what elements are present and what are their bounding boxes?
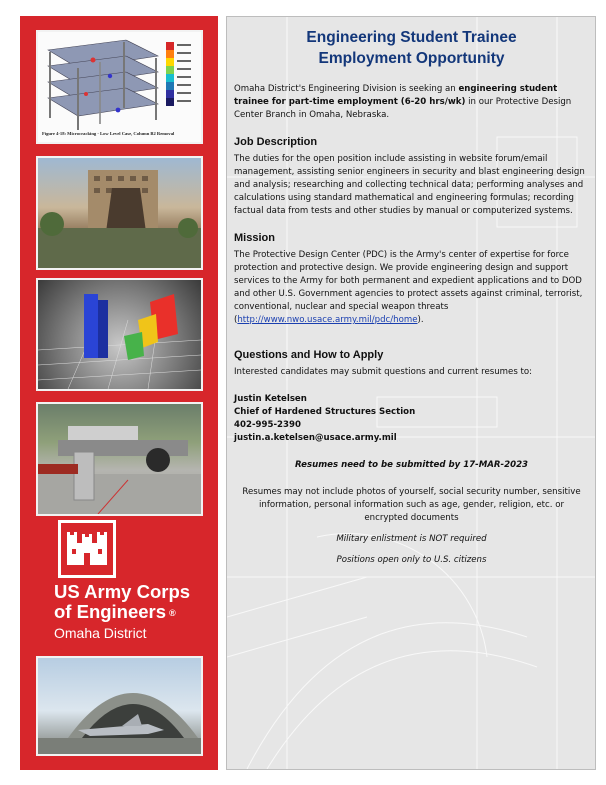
intro-bold: engineering student trainee for part-time employment (6-20 hrs/wk) <box>234 84 558 107</box>
contact-title: Chief of Hardened Structures Section <box>234 407 416 417</box>
intro-paragraph <box>234 83 589 122</box>
district-name: Omaha District <box>54 625 147 642</box>
contact-email[interactable]: justin.a.ketelsen@usace.army.mil <box>234 433 397 443</box>
military-note: Military enlistment is NOT required <box>336 534 487 544</box>
figure-caption: Figure 4-18: Microcracking - Low Level Case, Column B2 Removal <box>42 131 175 136</box>
page-title <box>234 27 589 69</box>
building-model-figure <box>36 30 203 144</box>
mission-end: ). <box>417 315 424 325</box>
contact-name: Justin Ketelsen <box>234 394 307 404</box>
title-line-1: Engineering Student Trainee <box>306 29 517 46</box>
title-line-2: Employment Opportunity <box>318 50 505 67</box>
registered-mark: ® <box>169 608 176 619</box>
intro-prefix: Omaha District's Engineering Division is seeking an <box>234 84 459 94</box>
apply-text: Interested candidates may submit questions and current resumes to: <box>234 367 533 377</box>
contact-block <box>234 393 589 445</box>
sidebar <box>20 16 218 770</box>
contact-phone: 402-995-2390 <box>234 420 301 430</box>
main-panel <box>226 16 596 770</box>
org-line-2-text: of Engineers <box>54 601 167 622</box>
crash-barrier-test-photo <box>36 402 203 516</box>
deadline-text: Resumes need to be submitted by 17-MAR-2023 <box>294 460 529 470</box>
damaged-building-photo <box>36 156 203 270</box>
mission-heading: Mission <box>234 232 275 244</box>
intro-suffix: in our Protective Design Center Branch in Omaha, Nebraska. <box>234 97 572 120</box>
org-line-1: US Army Corps <box>54 581 191 602</box>
privacy-note: Resumes may not include photos of yourself, social security number, sensitive information, personal information such as age, gender, religion, etc. or encrypted documents <box>242 487 581 523</box>
job-posting <box>234 27 589 567</box>
castle-logo-icon <box>58 520 116 578</box>
citizens-note: Positions open only to U.S. citizens <box>336 555 487 565</box>
org-line-2 <box>54 602 190 623</box>
mission-text: The Protective Design Center (PDC) is the Army's center of expertise for force protection and protective design. We provide engineering design and support services to the Army for both permanent and expedient applications and to DOD and other U.S. Government agencies to protect assets against criminal, terrorist, conventional, nuclear and special weapon threats ( <box>234 250 583 325</box>
job-description-heading: Job Description <box>234 136 318 148</box>
pdc-website-link[interactable]: http://www.nwo.usace.army.mil/pdc/home <box>237 315 418 325</box>
job-description-text: The duties for the open position include assisting in website forum/email management, assisting senior engineers in security and blast engineering design and analysis; researching and collecting technical data; performing analyses and calculations using standard mathematical and engineering formulas; recording factual data from tests and other studies by manual or computerized systems. <box>234 154 585 216</box>
mission-paragraph <box>234 249 589 327</box>
blast-simulation-map <box>36 278 203 391</box>
building-model-graphic <box>38 32 201 142</box>
aircraft-shelter-photo <box>36 656 203 756</box>
organization-name <box>54 582 190 642</box>
apply-heading: Questions and How to Apply <box>234 349 384 361</box>
